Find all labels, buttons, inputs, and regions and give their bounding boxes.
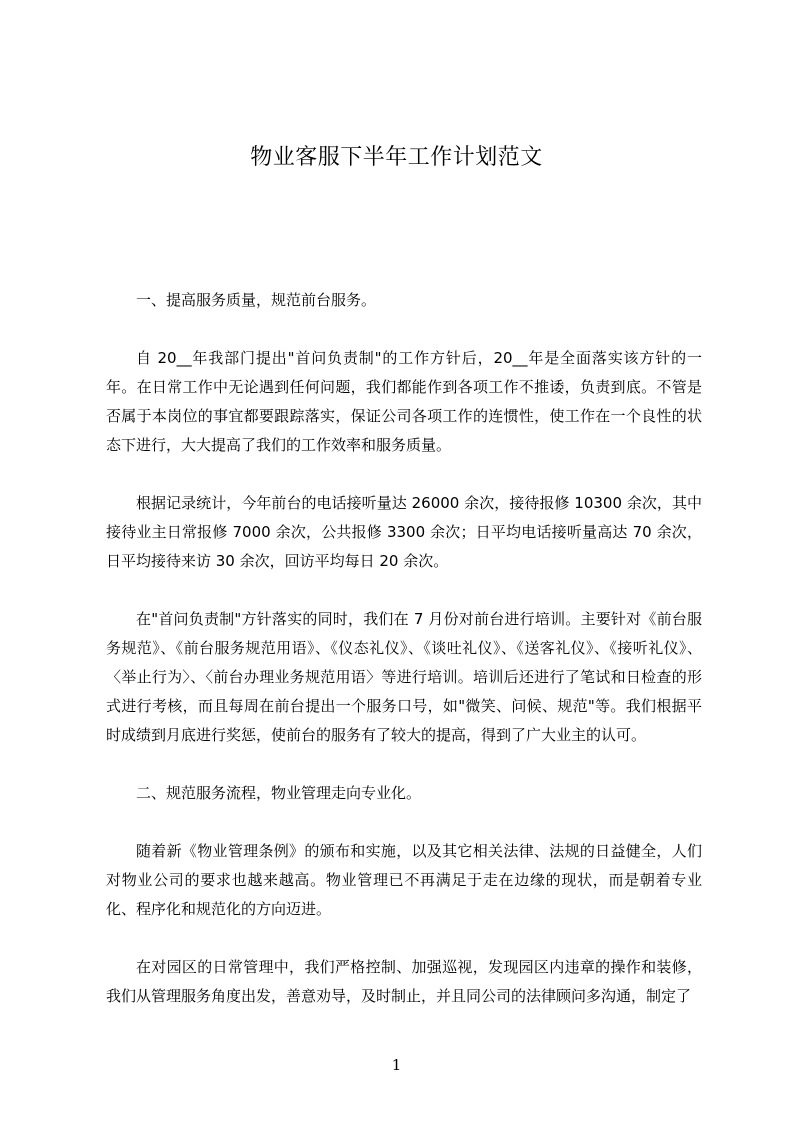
document-title: 物业客服下半年工作计划范文 [250, 145, 543, 170]
paragraph-3: 在"首问负责制"方针落实的同时，我们在 7 月份对前台进行培训。主要针对《前台服务规范》、《前台服务规范用语》、《仪态礼仪》、《谈吐礼仪》、《送客礼仪》、《接听礼仪》、〈举止行为〉、〈前台办理业务规范用语〉等进行培训。培训后还进行了笔试和日检查的形式进行考核，而且每周在前台提出一个服务口号，如"微笑、问候、规范"等。我们根据平时成绩到月底进行奖惩，使前台的服务有了较大的提高，得到了广大业主的认可。 [106, 610, 702, 744]
section-heading-1: 一、提高服务质量，规范前台服务。 [136, 291, 377, 309]
page-number: 1 [391, 1056, 402, 1074]
paragraph-1: 自 20__年我部门提出"首问负责制"的工作方针后，20__年是全面落实该方针的一年。在日常工作中无论遇到任何问题，我们都能作到各项工作不推诿，负责到底。不管是否属于本岗位的事宜都要跟踪落实，保证公司各项工作的连惯性，使工作在一个良性的状态下进行，大大提高了我们的工作效率和服务质量。 [106, 349, 702, 454]
document-body [106, 286, 702, 1040]
paragraph-5: 在对园区的日常管理中，我们严格控制、加强巡视，发现园区内违章的操作和装修，我们从管理服务角度出发，善意劝导，及时制止，并且同公司的法律顾问多沟通，制定了 [106, 958, 702, 1005]
paragraph-4: 随着新《物业管理条例》的颁布和实施，以及其它相关法律、法规的日益健全，人们对物业公司的要求也越来越高。物业管理已不再满足于走在边缘的现状，而是朝着专业化、程序化和规范化的方向迈进。 [106, 842, 702, 918]
paragraph-2: 根据记录统计，今年前台的电话接听量达 26000 余次，接待报修 10300 余次，其中接待业主日常报修 7000 余次，公共报修 3300 余次；日平均电话接听量高达 70 余次，日平均接待来访 30 余次，回访平均每日 20 余次。 [106, 494, 702, 570]
section-heading-2: 二、规范服务流程，物业管理走向专业化。 [136, 784, 422, 802]
